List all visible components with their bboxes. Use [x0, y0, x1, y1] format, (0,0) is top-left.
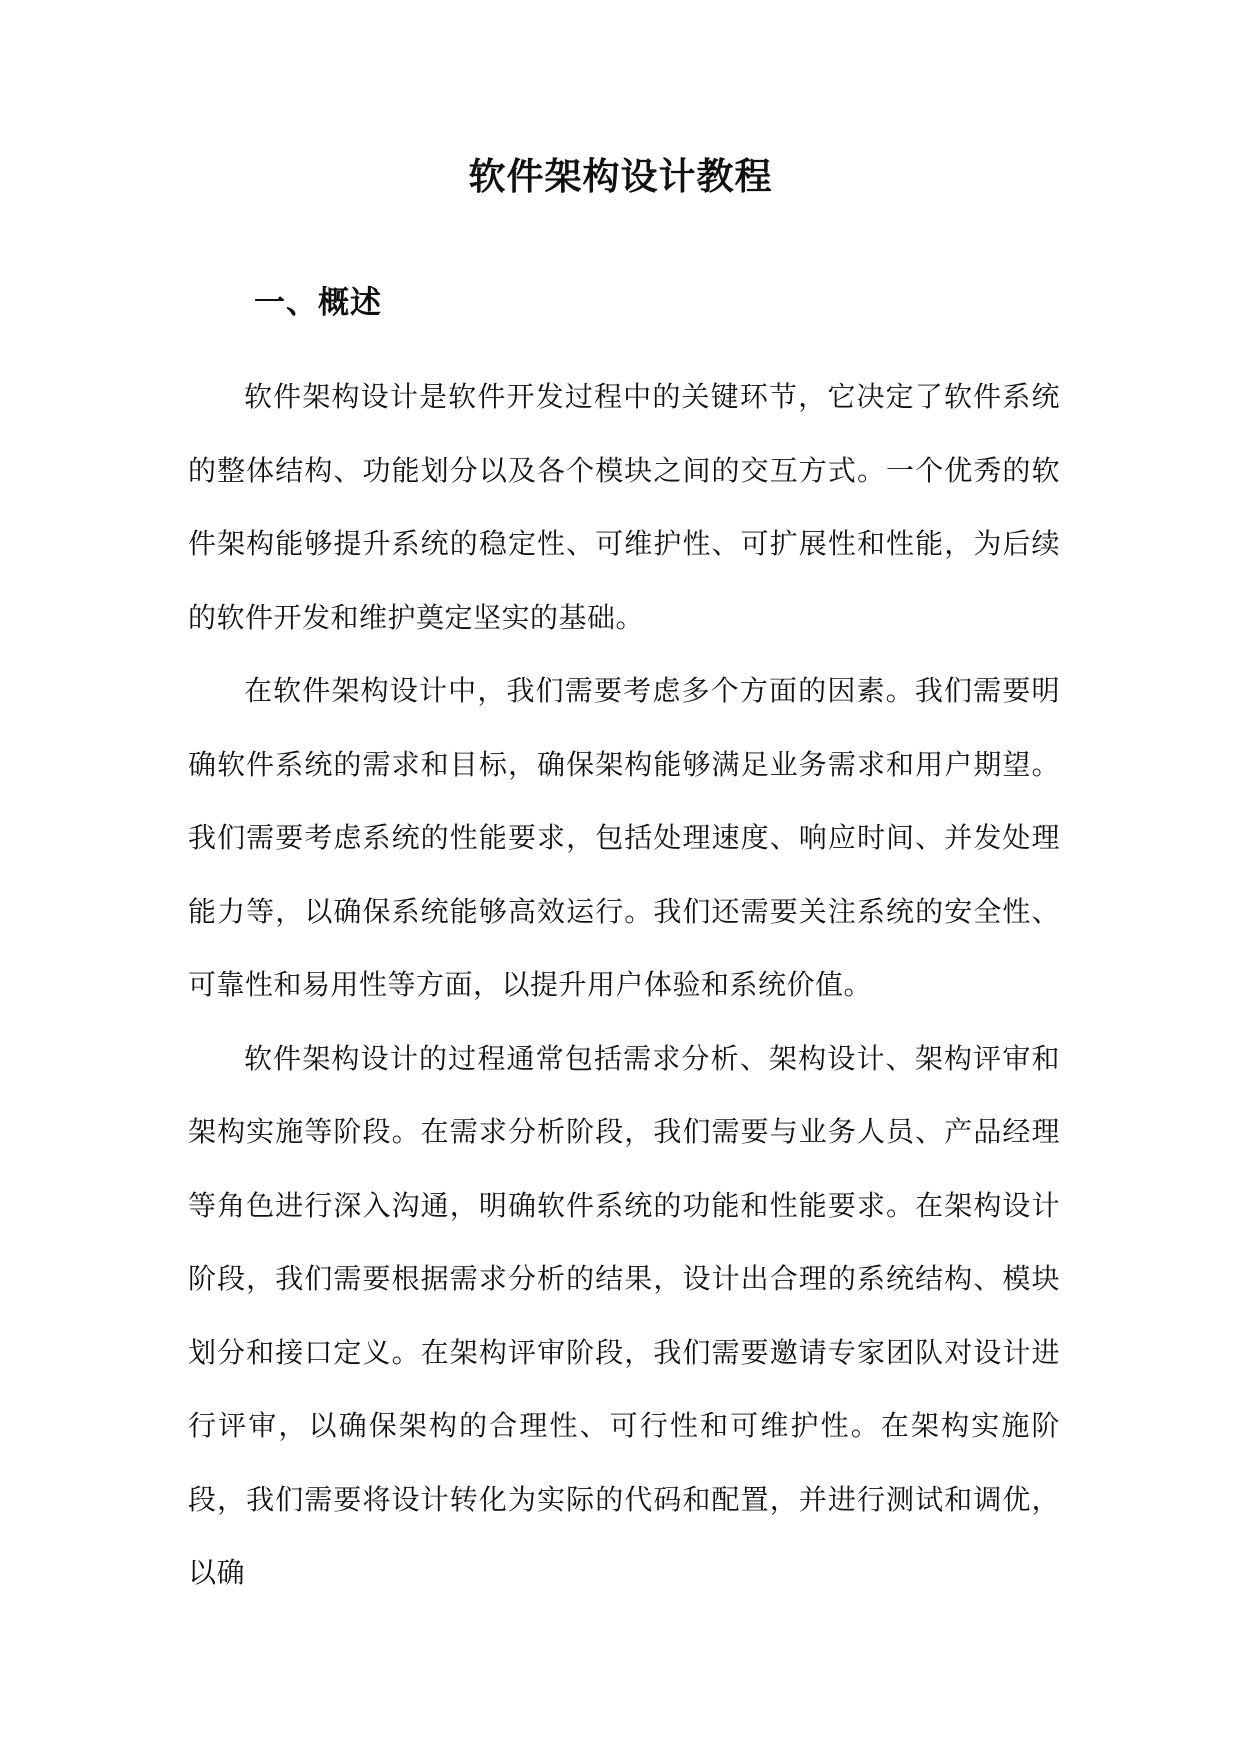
paragraph: 在软件架构设计中，我们需要考虑多个方面的因素。我们需要明确软件系统的需求和目标，确保架构能够满足业务需求和用户期望。我们需要考虑系统的性能要求，包括处理速度、响应时间、并发处理能力等，以确保系统能够高效运行。我们还需要关注系统的安全性、可靠性和易用性等方面，以提升用户体验和系统价值。: [188, 674, 1060, 1001]
paragraph: 软件架构设计是软件开发过程中的关键环节，它决定了软件系统的整体结构、功能划分以及各个模块之间的交互方式。一个优秀的软件架构能够提升系统的稳定性、可维护性、可扩展性和性能，为后续的软件开发和维护奠定坚实的基础。: [188, 380, 1060, 634]
section-body: [188, 360, 1060, 1610]
section-heading: 一、概述: [254, 285, 382, 321]
paragraph: 软件架构设计的过程通常包括需求分析、架构设计、架构评审和架构实施等阶段。在需求分析阶段，我们需要与业务人员、产品经理等角色进行深入沟通，明确软件系统的功能和性能要求。在架构设计阶段，我们需要根据需求分析的结果，设计出合理的系统结构、模块划分和接口定义。在架构评审阶段，我们需要邀请专家团队对设计进行评审，以确保架构的合理性、可行性和可维护性。在架构实施阶段，我们需要将设计转化为实际的代码和配置，并进行测试和调优，以确: [188, 1041, 1060, 1589]
document-title: 软件架构设计教程: [468, 154, 773, 198]
